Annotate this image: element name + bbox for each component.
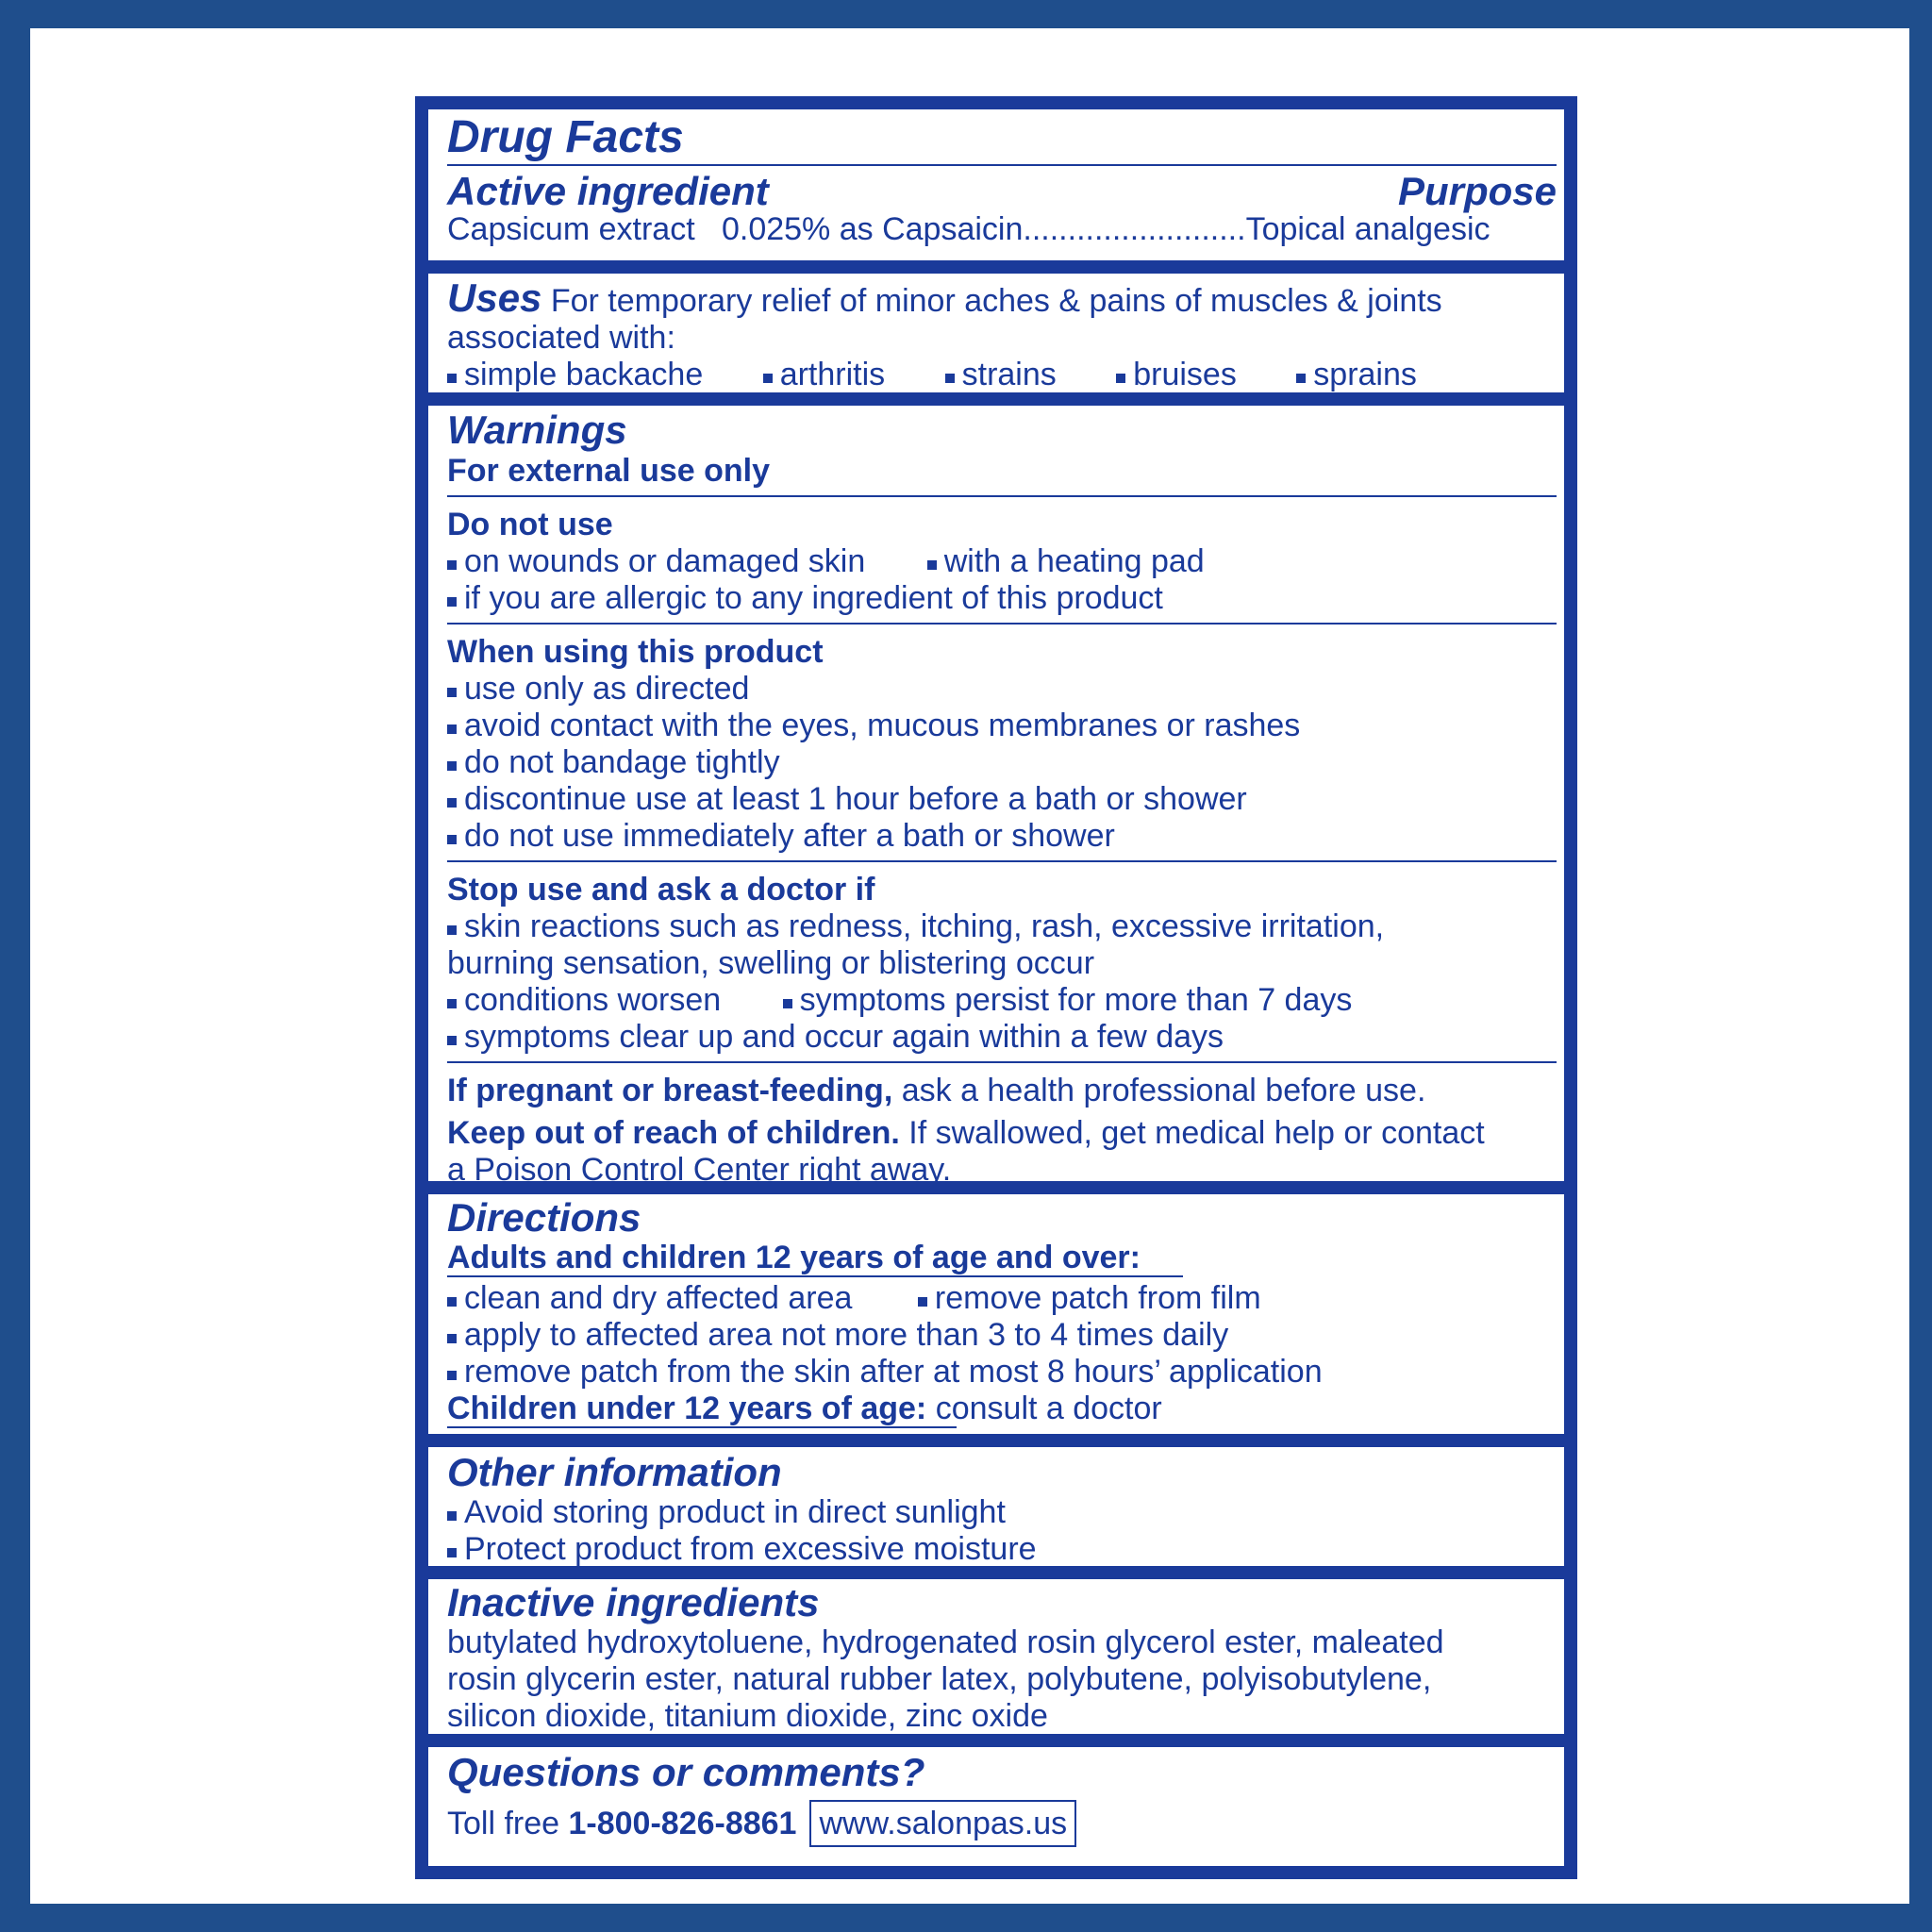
questions-panel — [428, 1747, 1564, 1866]
directions-panel — [428, 1194, 1564, 1434]
ingredient-name: Capsicum extract 0.025% as Capsaicin — [447, 211, 1024, 247]
purpose-heading: Purpose — [1397, 169, 1557, 213]
bullet-square-icon — [447, 597, 457, 607]
bullet-square-icon — [447, 1334, 457, 1343]
bullet-square-icon — [447, 761, 457, 771]
bullet-square-icon — [1296, 374, 1306, 383]
website-link[interactable]: www.salonpas.us — [809, 1800, 1076, 1847]
bullet-square-icon — [783, 999, 792, 1008]
bullet-square-icon — [447, 1297, 457, 1307]
children-warning-continuation: a Poison Control Center right away. — [447, 1152, 952, 1188]
divider — [447, 623, 1557, 625]
drug-facts-label — [415, 96, 1577, 1879]
list-item: arthritis — [763, 357, 885, 392]
warnings-heading: Warnings — [447, 408, 627, 452]
inactive-ingredients-line: rosin glycerin ester, natural rubber latex, polybutene, polyisobutylene, — [447, 1661, 1432, 1697]
list-item: remove patch from film — [918, 1280, 1261, 1316]
list-item: sprains — [1296, 357, 1417, 392]
list-item: use only as directed — [447, 671, 1557, 708]
list-item: with a heating pad — [927, 543, 1205, 579]
divider — [447, 1426, 957, 1428]
list-item: clean and dry affected area — [447, 1280, 852, 1316]
warnings-panel — [428, 406, 1564, 1188]
pregnancy-warning: If pregnant or breast-feeding, ask a health professional before use. — [447, 1073, 1426, 1108]
phone-number: 1-800-826-8861 — [568, 1806, 797, 1841]
list-item: symptoms clear up and occur again within a few days — [447, 1019, 1557, 1056]
contact-line — [447, 1800, 1557, 1847]
bullet-square-icon — [447, 1036, 457, 1045]
inactive-ingredients-line: silicon dioxide, titanium dioxide, zinc oxide — [447, 1698, 1048, 1734]
divider — [447, 1275, 1183, 1277]
active-ingredient-line — [447, 211, 1557, 248]
ingredient-purpose: Topical analgesic — [1245, 211, 1491, 247]
uses-text-2: associated with: — [447, 320, 675, 356]
children-directions: Children under 12 years of age: consult a doctor — [447, 1391, 1162, 1426]
bullet-square-icon — [763, 374, 773, 383]
list-item: do not bandage tightly — [447, 744, 1557, 781]
inactive-ingredients-line: butylated hydroxytoluene, hydrogenated rosin glycerol ester, maleated — [447, 1624, 1444, 1660]
bullet-square-icon — [447, 1548, 457, 1557]
bullet-square-icon — [927, 560, 937, 570]
list-item: skin reactions such as redness, itching, rash, excessive irritation, — [447, 908, 1557, 945]
list-item: strains — [945, 357, 1057, 392]
toll-free-label: Toll free — [447, 1806, 569, 1841]
list-item: discontinue use at least 1 hour before a bath or shower — [447, 781, 1557, 818]
bullet-square-icon — [918, 1297, 927, 1307]
list-item: apply to affected area not more than 3 to 4 times daily — [447, 1317, 1557, 1354]
uses-list — [447, 357, 1557, 393]
bullet-square-icon — [945, 374, 955, 383]
list-item: do not use immediately after a bath or shower — [447, 818, 1557, 855]
uses-heading: Uses — [447, 275, 542, 320]
bullet-square-icon — [447, 688, 457, 697]
other-information-heading: Other information — [447, 1450, 782, 1494]
divider — [447, 1061, 1557, 1063]
when-using-heading: When using this product — [447, 634, 824, 670]
other-information-panel — [428, 1447, 1564, 1566]
external-use-text: For external use only — [447, 453, 770, 489]
inactive-ingredients-heading: Inactive ingredients — [447, 1580, 820, 1624]
list-item: on wounds or damaged skin — [447, 543, 865, 579]
list-item: Protect product from excessive moisture — [447, 1531, 1557, 1568]
bullet-square-icon — [1116, 374, 1125, 383]
list-item-continuation: burning sensation, swelling or blistering occur — [447, 945, 1095, 981]
uses-text: For temporary relief of minor aches & pains of muscles & joints — [550, 283, 1442, 319]
divider — [447, 495, 1557, 497]
page-background — [30, 28, 1909, 1904]
active-ingredient-heading: Active ingredient — [447, 169, 769, 213]
active-ingredient-panel — [428, 109, 1564, 260]
bullet-square-icon — [447, 925, 457, 935]
divider — [447, 164, 1557, 166]
list-item: remove patch from the skin after at most 8 hours’ application — [447, 1354, 1557, 1391]
list-item: Avoid storing product in direct sunlight — [447, 1494, 1557, 1531]
drug-facts-title: Drug Facts — [447, 112, 684, 162]
bullet-square-icon — [447, 798, 457, 808]
list-item: avoid contact with the eyes, mucous membranes or rashes — [447, 708, 1557, 744]
bullet-square-icon — [447, 999, 457, 1008]
list-item: symptoms persist for more than 7 days — [783, 982, 1353, 1018]
bullet-square-icon — [447, 1511, 457, 1521]
uses-panel — [428, 274, 1564, 392]
inactive-ingredients-panel — [428, 1579, 1564, 1734]
list-item: simple backache — [447, 357, 703, 392]
divider — [447, 860, 1557, 862]
bullet-square-icon — [447, 835, 457, 844]
stop-use-heading: Stop use and ask a doctor if — [447, 872, 875, 908]
bullet-square-icon — [447, 724, 457, 734]
ingredient-dots: ......................... — [1023, 211, 1246, 247]
list-item: conditions worsen — [447, 982, 721, 1018]
do-not-use-heading: Do not use — [447, 507, 613, 542]
questions-heading: Questions or comments? — [447, 1750, 925, 1794]
list-item: if you are allergic to any ingredient of this product — [447, 580, 1557, 617]
list-item: bruises — [1116, 357, 1237, 392]
bullet-square-icon — [447, 374, 457, 383]
bullet-square-icon — [447, 560, 457, 570]
children-warning: Keep out of reach of children. If swallowed, get medical help or contact — [447, 1115, 1485, 1151]
bullet-square-icon — [447, 1371, 457, 1380]
directions-heading: Directions — [447, 1195, 641, 1240]
adults-heading: Adults and children 12 years of age and over: — [447, 1240, 1141, 1275]
